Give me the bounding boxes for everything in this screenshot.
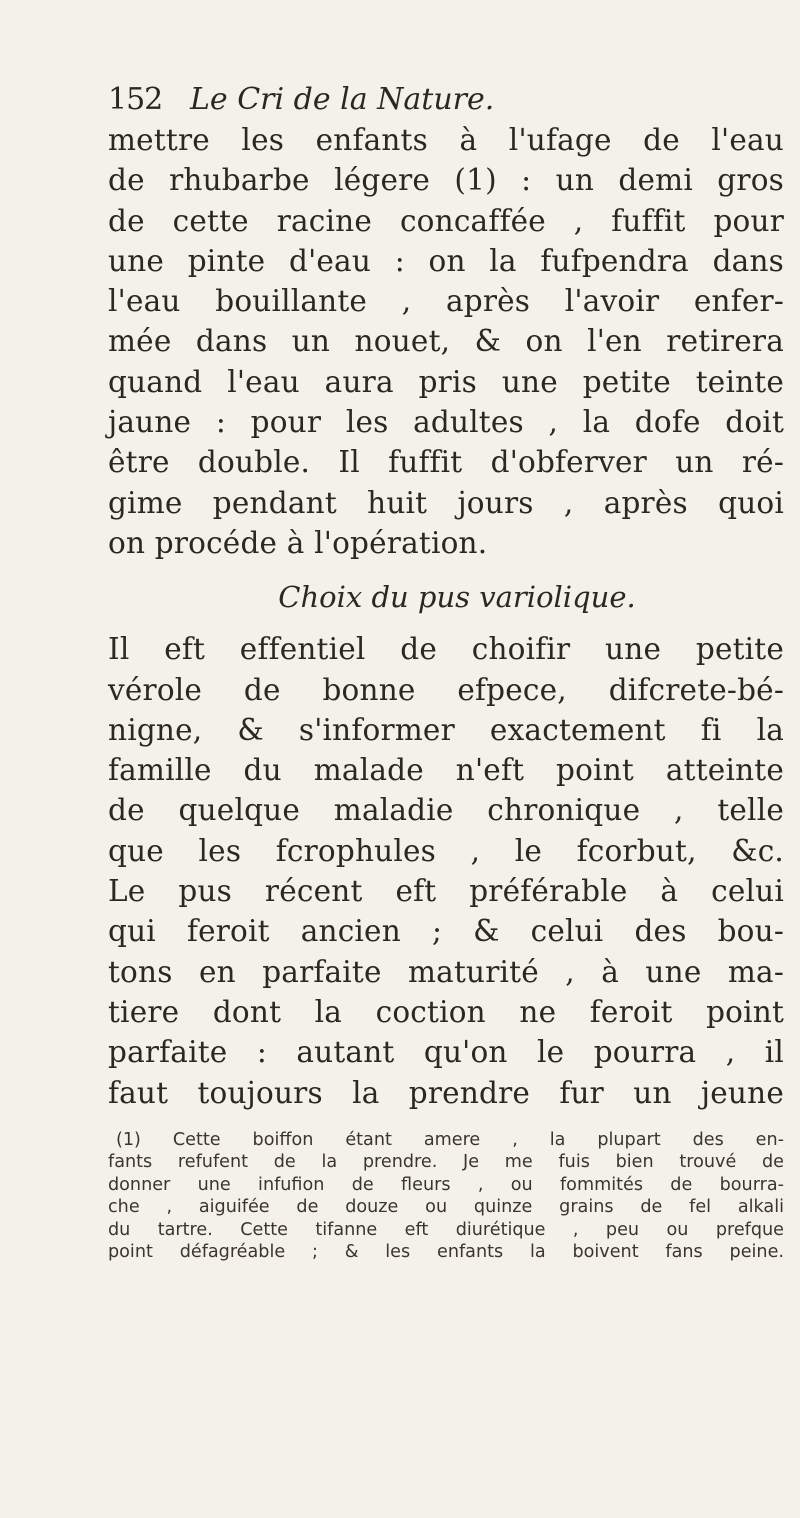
text-line: parfaite : autant qu'on le pourra , il xyxy=(108,1035,784,1070)
text-line: gime pendant huit jours , après quoi xyxy=(108,485,784,520)
text-line: famille du malade n'eft point atteinte xyxy=(108,753,784,788)
text-line: tons en parfaite maturité , à une ma- xyxy=(108,954,784,989)
footnote-line: du tartre. Cette tifanne eft diurétique , peu ou prefque xyxy=(108,1219,784,1240)
text-line: de rhubarbe légere (1) : un demi gros xyxy=(108,163,784,198)
footnote-line: point défagréable ; & les enfants la boivent fans peine. xyxy=(108,1242,784,1263)
text-line: on procéde à l'opération. xyxy=(108,525,488,560)
text-line: une pinte d'eau : on la fufpendra dans xyxy=(108,243,784,278)
text-line: mettre les enfants à l'ufage de l'eau xyxy=(108,123,784,157)
text-line: de cette racine concaffée , fuffit pour xyxy=(108,203,784,238)
text-line: vérole de bonne efpece, difcrete-bé- xyxy=(108,672,784,707)
book-page xyxy=(108,80,784,1264)
footnote-line: che , aiguifée de douze ou quinze grains de fel alkali xyxy=(108,1197,784,1218)
page-number: 152 xyxy=(108,82,163,117)
text-line: de quelque maladie chronique , telle xyxy=(108,793,784,828)
section-heading: Choix du pus variolique. xyxy=(278,580,636,615)
footnote-line: donner une infufion de fleurs , ou fommités de bourra- xyxy=(108,1174,784,1195)
text-line: que les fcrophules , le fcorbut, &c. xyxy=(108,833,784,868)
text-line: tiere dont la coction ne feroit point xyxy=(108,994,784,1029)
paragraph-1 xyxy=(108,120,784,563)
text-line: mée dans un nouet, & on l'en retirera xyxy=(108,324,784,359)
footnote-line: (1) Cette boiffon étant amere , la plupart des en- xyxy=(116,1129,784,1150)
text-line: qui feroit ancien ; & celui des bou- xyxy=(108,914,784,949)
text-line: Il eft effentiel de choifir une petite xyxy=(108,632,784,667)
footnote-line: fants refufent de la prendre. Je me fuis bien trouvé de xyxy=(108,1152,784,1173)
text-line: être double. Il fuffit d'obferver un ré- xyxy=(108,445,784,480)
text-line: faut toujours la prendre fur un jeune xyxy=(108,1075,784,1110)
text-line: nigne, & s'informer exactement fi la xyxy=(108,712,784,747)
running-title: Le Cri de la Nature. xyxy=(190,82,495,117)
text-line: jaune : pour les adultes , la dofe doit xyxy=(108,405,784,440)
text-line: Le pus récent eft préférable à celui xyxy=(108,874,784,909)
text-line: quand l'eau aura pris une petite teinte xyxy=(108,364,784,399)
running-head xyxy=(108,80,784,120)
text-line: l'eau bouillante , après l'avoir enfer- xyxy=(108,284,784,319)
footnote xyxy=(108,1129,784,1264)
paragraph-2 xyxy=(108,629,784,1113)
